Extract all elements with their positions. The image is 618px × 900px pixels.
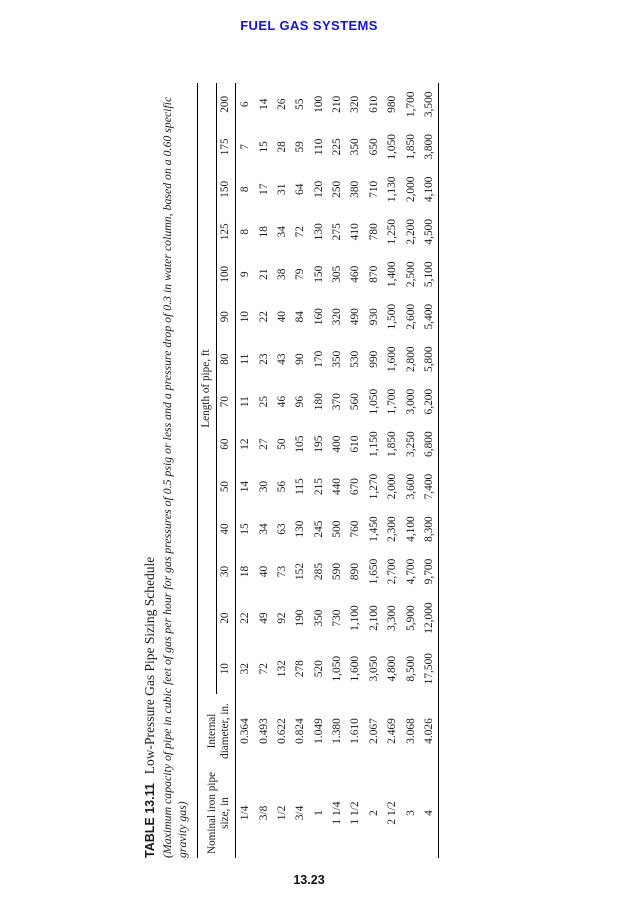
cell-capacity: 27: [257, 438, 270, 450]
cell-capacity: 21: [257, 268, 270, 280]
cell-capacity: 3,050: [367, 655, 380, 682]
cell-capacity: 4,100: [422, 176, 435, 203]
cell-capacity: 8: [239, 228, 252, 235]
cell-capacity: 245: [312, 520, 325, 538]
cell-internal-diameter: 1.049: [312, 718, 325, 744]
cell-capacity: 5,800: [422, 346, 435, 372]
cell-pipe-size: 1/4: [239, 805, 252, 821]
cell-capacity: 15: [257, 141, 270, 153]
cell-capacity: 3,600: [404, 473, 417, 500]
cell-capacity: 5,400: [422, 303, 435, 330]
cell-capacity: 130: [312, 223, 325, 241]
cell-capacity: 500: [331, 520, 343, 538]
cell-capacity: 870: [367, 265, 380, 283]
col-header-length: 200: [219, 95, 232, 113]
cell-capacity: 225: [331, 138, 343, 156]
table-subtitle: (Maximum capacity of pipe in cubic feet of gas per hour for gas pressures of 0.5 psig or less and a pressure drop of 0.3 in water column, based on a 0.60 specific gravity gas): [160, 96, 190, 858]
col-header-length-of-pipe: Length of pipe, ft: [198, 83, 217, 694]
col-header-length: 150: [219, 180, 232, 198]
cell-capacity: 3,500: [422, 91, 435, 118]
cell-capacity: 710: [367, 180, 380, 198]
cell-internal-diameter: 0.824: [294, 718, 307, 744]
cell-capacity: 150: [312, 265, 325, 283]
table-body: [235, 83, 438, 858]
cell-capacity: 1,130: [386, 176, 399, 203]
header-row-spanner: [198, 83, 217, 858]
cell-capacity: 1,450: [367, 516, 380, 542]
table-row: [401, 83, 419, 858]
cell-capacity: 400: [331, 435, 343, 453]
col-header-length: 30: [219, 565, 232, 578]
cell-capacity: 46: [275, 395, 288, 408]
cell-capacity: 6: [239, 101, 252, 108]
cell-capacity: 1,850: [404, 134, 417, 160]
cell-capacity: 14: [257, 98, 270, 110]
table-row: [346, 83, 364, 858]
cell-capacity: 92: [275, 612, 288, 624]
cell-pipe-size: 1 1/4: [331, 801, 343, 825]
cell-capacity: 152: [294, 562, 307, 581]
cell-capacity: 980: [386, 95, 399, 113]
col-header-length: 70: [219, 396, 232, 408]
cell-pipe-size: 1 1/2: [349, 801, 362, 825]
cell-capacity: 1,050: [386, 134, 399, 160]
cell-capacity: 28: [275, 141, 288, 153]
table-caption: [142, 83, 158, 858]
cell-capacity: 1,600: [386, 346, 399, 372]
cell-capacity: 79: [294, 268, 307, 280]
cell-internal-diameter: 0.364: [239, 718, 252, 744]
cell-capacity: 11: [239, 353, 252, 365]
cell-capacity: 650: [367, 138, 380, 156]
table-row: [235, 83, 254, 858]
col-header-length: 175: [219, 138, 232, 156]
cell-capacity: 10: [239, 311, 252, 323]
cell-capacity: 6,200: [422, 388, 435, 415]
cell-capacity: 5,100: [422, 261, 435, 288]
cell-capacity: 31: [275, 183, 288, 195]
cell-capacity: 930: [367, 308, 380, 326]
cell-capacity: 350: [312, 609, 325, 627]
cell-internal-diameter: 4.026: [422, 718, 435, 744]
table-row: [328, 83, 346, 858]
cell-capacity: 12,000: [422, 602, 435, 634]
cell-capacity: 2,000: [386, 473, 399, 500]
cell-capacity: 18: [239, 565, 252, 578]
cell-pipe-size: 4: [422, 810, 435, 816]
cell-capacity: 100: [312, 95, 325, 113]
cell-capacity: 285: [312, 562, 325, 581]
cell-capacity: 160: [312, 308, 325, 326]
table-row: [309, 83, 327, 858]
cell-internal-diameter: 2.067: [367, 718, 380, 744]
cell-capacity: 1,150: [367, 431, 380, 457]
cell-capacity: 73: [275, 565, 288, 578]
cell-capacity: 64: [294, 183, 307, 195]
cell-capacity: 3,250: [404, 431, 417, 457]
cell-capacity: 760: [349, 520, 362, 538]
cell-capacity: 8,300: [422, 516, 435, 542]
cell-capacity: 130: [294, 520, 307, 538]
cell-capacity: 1,250: [386, 218, 399, 245]
cell-capacity: 670: [349, 478, 362, 496]
cell-capacity: 4,800: [386, 655, 399, 682]
cell-capacity: 1,850: [386, 431, 399, 457]
cell-capacity: 350: [331, 350, 343, 368]
col-header-length: 50: [219, 480, 232, 493]
cell-capacity: 96: [294, 395, 307, 408]
table-row: [291, 83, 309, 858]
cell-capacity: 2,500: [404, 261, 417, 288]
cell-capacity: 780: [367, 223, 380, 241]
cell-pipe-size: 2 1/2: [386, 801, 399, 825]
cell-capacity: 2,700: [386, 558, 399, 585]
cell-capacity: 278: [294, 660, 307, 678]
cell-capacity: 2,300: [386, 516, 399, 542]
cell-capacity: 34: [257, 523, 270, 535]
cell-capacity: 55: [294, 98, 307, 110]
cell-capacity: 3,300: [386, 605, 399, 631]
cell-capacity: 59: [294, 141, 307, 153]
cell-capacity: 440: [331, 478, 343, 496]
cell-capacity: 320: [331, 308, 343, 326]
cell-capacity: 84: [294, 311, 307, 323]
cell-capacity: 56: [275, 480, 288, 493]
cell-capacity: 43: [275, 353, 288, 365]
cell-capacity: 90: [294, 353, 307, 365]
cell-capacity: 34: [275, 226, 288, 238]
col-header-length: 40: [219, 523, 232, 535]
cell-capacity: 32: [239, 663, 252, 675]
cell-capacity: 15: [239, 523, 252, 535]
table-row: [254, 83, 272, 858]
cell-capacity: 990: [367, 350, 380, 368]
cell-capacity: 14: [239, 480, 252, 493]
cell-capacity: 2,800: [404, 346, 417, 372]
cell-capacity: 40: [257, 565, 270, 578]
cell-capacity: 170: [312, 350, 325, 368]
cell-pipe-size: 1: [312, 810, 325, 816]
cell-capacity: 4,700: [404, 558, 417, 585]
cell-capacity: 1,270: [367, 473, 380, 500]
cell-capacity: 610: [367, 95, 380, 113]
cell-capacity: 110: [312, 138, 325, 156]
cell-capacity: 2,100: [367, 605, 380, 631]
table-row: [420, 83, 439, 858]
cell-capacity: 50: [275, 438, 288, 450]
table-number-label: TABLE 13.11: [143, 783, 157, 858]
cell-internal-diameter: 1.610: [349, 718, 362, 744]
col-header-length: 90: [219, 311, 232, 323]
cell-capacity: 530: [349, 350, 362, 368]
cell-capacity: 115: [294, 478, 307, 495]
cell-internal-diameter: 0.622: [275, 718, 288, 744]
cell-capacity: 460: [349, 265, 362, 283]
cell-capacity: 7: [239, 143, 252, 150]
cell-pipe-size: 1/2: [275, 805, 288, 821]
cell-capacity: 1,500: [386, 303, 399, 330]
table-row: [273, 83, 291, 858]
table-head: [198, 83, 236, 858]
cell-capacity: 1,600: [349, 655, 362, 682]
cell-pipe-size: 3: [404, 810, 417, 816]
cell-capacity: 9,700: [422, 558, 435, 585]
cell-capacity: 49: [257, 612, 270, 624]
cell-capacity: 17,500: [422, 653, 435, 685]
cell-internal-diameter: 1.380: [331, 718, 343, 744]
col-header-length: 125: [219, 223, 232, 241]
cell-capacity: 610: [349, 435, 362, 453]
cell-capacity: 320: [349, 95, 362, 113]
cell-capacity: 22: [257, 311, 270, 323]
page-number: 13.23: [293, 873, 325, 887]
cell-capacity: 1,050: [331, 655, 343, 682]
cell-capacity: 1,100: [349, 605, 362, 631]
cell-capacity: 1,700: [404, 91, 417, 118]
cell-capacity: 25: [257, 395, 270, 408]
cell-capacity: 1,050: [367, 388, 380, 415]
cell-capacity: 72: [294, 226, 307, 238]
cell-capacity: 890: [349, 562, 362, 581]
cell-capacity: 17: [257, 183, 270, 195]
table-row: [383, 83, 401, 858]
cell-internal-diameter: 0.493: [257, 718, 270, 744]
cell-internal-diameter: 2.469: [386, 718, 399, 744]
col-header-length: 100: [219, 265, 232, 283]
cell-pipe-size: 2: [367, 810, 380, 816]
cell-capacity: 9: [239, 271, 252, 278]
running-header: FUEL GAS SYSTEMS: [240, 18, 378, 33]
cell-capacity: 520: [312, 660, 325, 678]
cell-capacity: 350: [349, 138, 362, 156]
table-title: Low-Pressure Gas Pipe Sizing Schedule: [142, 556, 157, 775]
cell-capacity: 2,600: [404, 303, 417, 330]
table-row: [365, 83, 383, 858]
cell-capacity: 215: [312, 478, 325, 496]
pipe-sizing-table: [197, 83, 439, 858]
cell-internal-diameter: 3.068: [404, 718, 417, 744]
cell-capacity: 5,900: [404, 605, 417, 631]
cell-capacity: 1,400: [386, 261, 399, 288]
col-header-nominal-pipe-size: Nominal iron pipe size, in: [206, 771, 232, 855]
cell-capacity: 11: [239, 396, 252, 408]
cell-capacity: 2,000: [404, 176, 417, 203]
cell-capacity: 1,650: [367, 558, 380, 585]
cell-pipe-size: 3/4: [294, 805, 307, 821]
cell-capacity: 410: [349, 223, 362, 241]
col-header-length: 20: [219, 612, 232, 624]
cell-capacity: 3,000: [404, 388, 417, 415]
cell-capacity: 1,700: [386, 388, 399, 415]
cell-capacity: 30: [257, 480, 270, 493]
cell-capacity: 4,100: [404, 516, 417, 542]
cell-capacity: 210: [331, 95, 343, 113]
cell-capacity: 8,500: [404, 655, 417, 682]
cell-capacity: 23: [257, 353, 270, 365]
cell-capacity: 4,500: [422, 218, 435, 245]
col-header-internal-diameter: Internal diameter, in.: [206, 703, 232, 759]
cell-capacity: 105: [294, 435, 307, 453]
cell-capacity: 12: [239, 438, 252, 450]
cell-capacity: 275: [331, 223, 343, 241]
cell-capacity: 190: [294, 609, 307, 627]
cell-capacity: 72: [257, 663, 270, 675]
cell-capacity: 22: [239, 612, 252, 624]
cell-capacity: 195: [312, 435, 325, 453]
cell-capacity: 250: [331, 180, 343, 198]
cell-capacity: 26: [275, 98, 288, 110]
col-header-length: 10: [219, 663, 232, 675]
cell-capacity: 8: [239, 186, 252, 193]
cell-capacity: 40: [275, 311, 288, 323]
cell-capacity: 370: [331, 393, 343, 411]
cell-capacity: 730: [331, 609, 343, 627]
cell-capacity: 132: [275, 660, 288, 678]
cell-capacity: 305: [331, 265, 343, 283]
cell-pipe-size: 3/8: [257, 805, 270, 821]
cell-capacity: 63: [275, 523, 288, 535]
cell-capacity: 590: [331, 562, 343, 581]
cell-capacity: 180: [312, 393, 325, 411]
cell-capacity: 38: [275, 268, 288, 280]
cell-capacity: 3,800: [422, 134, 435, 160]
cell-capacity: 18: [257, 226, 270, 238]
cell-capacity: 490: [349, 308, 362, 326]
cell-capacity: 380: [349, 180, 362, 198]
col-header-length: 60: [219, 438, 232, 450]
col-header-length: 80: [219, 353, 232, 365]
cell-capacity: 560: [349, 393, 362, 411]
cell-capacity: 6,800: [422, 431, 435, 457]
rotated-table-block: [142, 83, 472, 858]
cell-capacity: 7,400: [422, 473, 435, 500]
cell-capacity: 120: [312, 180, 325, 198]
cell-capacity: 2,200: [404, 218, 417, 245]
